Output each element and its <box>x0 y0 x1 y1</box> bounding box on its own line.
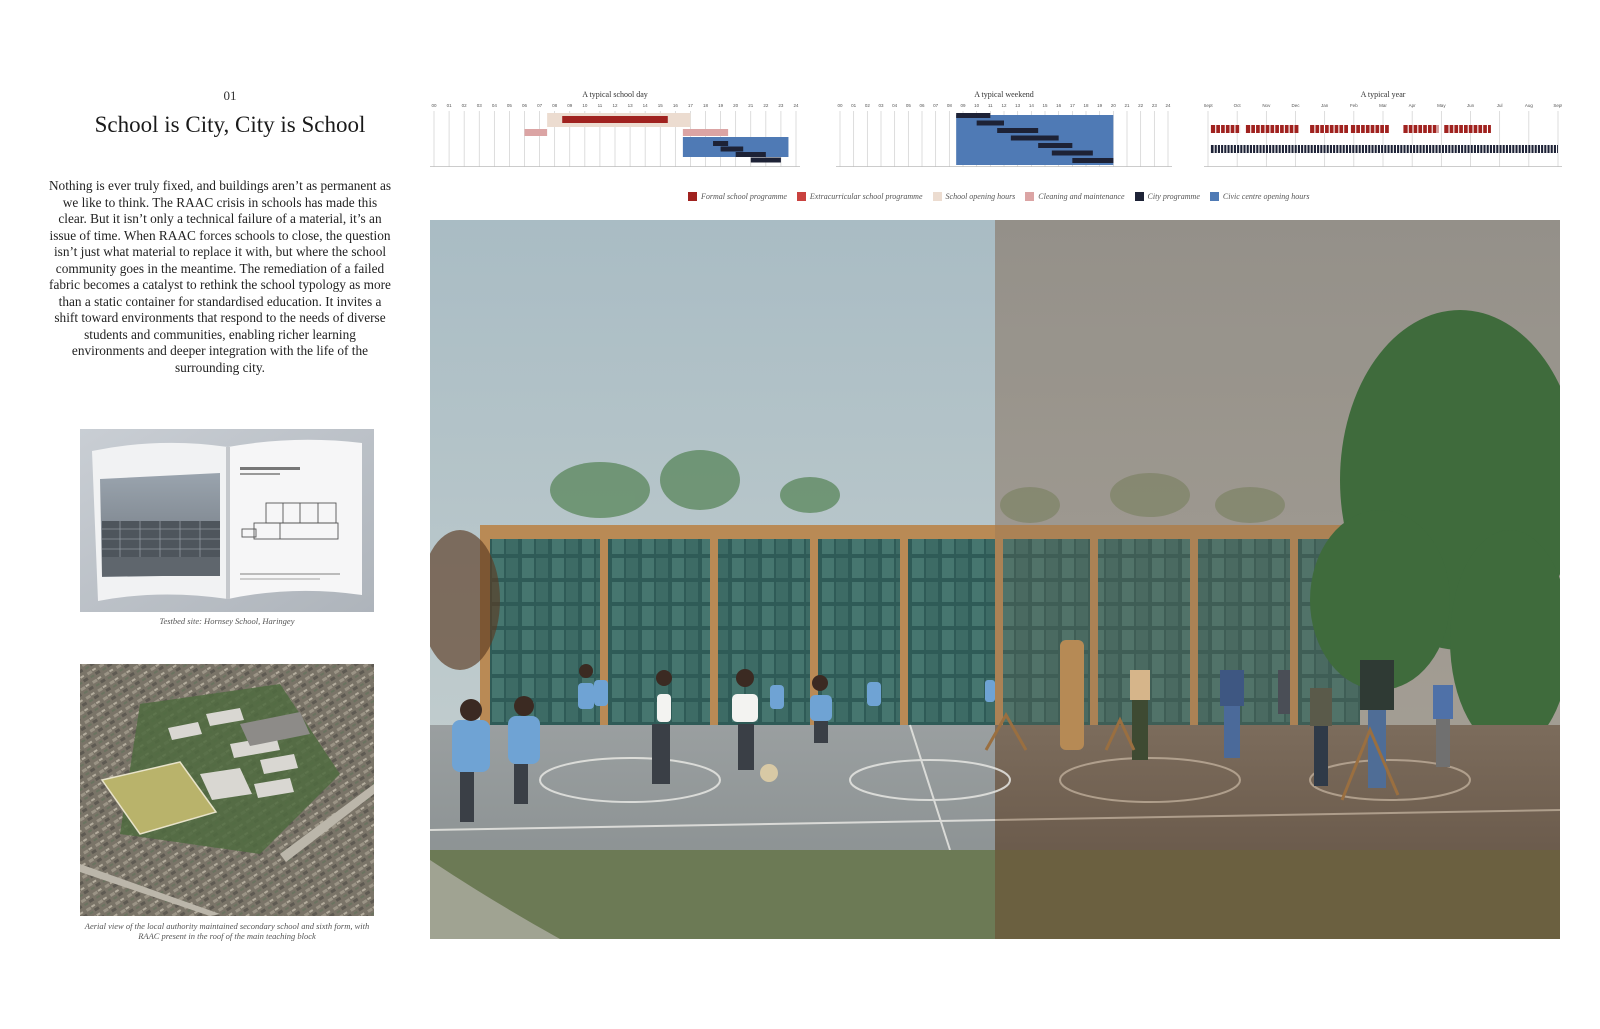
timeline-bar <box>525 129 548 136</box>
tick-label: 20 <box>733 103 739 108</box>
tick-label: 01 <box>446 103 452 108</box>
tick-label: 18 <box>702 103 709 108</box>
book-caption: Testbed site: Hornsey School, Haringey <box>159 616 295 626</box>
tick-label: 16 <box>1056 103 1062 108</box>
tick-label: 21 <box>748 103 754 108</box>
tick-label: 13 <box>1015 103 1021 108</box>
tick-label: 06 <box>521 103 528 108</box>
tick-label: Aug <box>1524 103 1533 108</box>
tick-label: 09 <box>567 103 573 108</box>
tick-label: 18 <box>1083 103 1089 108</box>
tick-label: Sept <box>1204 103 1213 108</box>
tick-label: 22 <box>1138 103 1144 108</box>
page-title: School is City, City is School <box>94 112 366 137</box>
tick-label: 05 <box>905 103 911 108</box>
legend-swatch <box>933 192 942 201</box>
timeline-chart <box>430 90 800 172</box>
tick-label: 15 <box>657 103 663 108</box>
chart-title: A typical school day <box>582 90 648 99</box>
timeline-bar <box>1052 151 1093 156</box>
legend-swatch <box>1025 192 1034 201</box>
tick-label: Jul <box>1496 103 1503 108</box>
tick-label: 03 <box>878 103 884 108</box>
tick-label: 14 <box>642 103 648 108</box>
tick-label: 24 <box>793 103 799 108</box>
tick-label: 11 <box>597 103 603 108</box>
aerial-caption: Aerial view of the local authority maintained secondary school and sixth form, with RAAC present in the roof of the main teaching block <box>84 921 370 941</box>
tick-label: May <box>1437 103 1446 108</box>
intro-paragraph: Nothing is ever truly fixed, and buildings aren’t as permanent as we like to think. The RAAC crisis in schools has made this clear. But it isn’t only a technical failure of a material, it’s an issue of time. When RAAC forces schools to close, the question isn’t just what material to replace it with, but where the school community goes in the meantime. The remediation of a failed fabric becomes a catalyst to rethink the school typology as more than a static container for standardised education. It invites a shift toward environments that respond to the needs of diverse students and communities, enabling richer learning environments and deeper integration with the life of the surrounding city. <box>48 178 392 375</box>
chart-title: A typical weekend <box>974 90 1034 99</box>
timeline-bar <box>721 147 744 152</box>
tick-label: 05 <box>506 103 512 108</box>
chart-plot <box>1204 99 1562 167</box>
timeline-bar <box>713 141 728 146</box>
legend-swatch <box>797 192 806 201</box>
tick-label: Feb <box>1349 103 1358 108</box>
tick-label: 12 <box>612 103 618 108</box>
legend-swatch <box>688 192 697 201</box>
chart-title: A typical year <box>1360 90 1406 99</box>
tick-label: 08 <box>552 103 558 108</box>
tick-label: 14 <box>1028 103 1034 108</box>
tick-label: 13 <box>627 103 633 108</box>
tick-label: 00 <box>837 103 843 108</box>
tick-label: 08 <box>946 103 952 108</box>
timeline-bar <box>1246 125 1299 133</box>
legend-item <box>688 192 787 201</box>
tick-label: 03 <box>476 103 482 108</box>
tick-label: 07 <box>537 103 543 108</box>
playground-render <box>430 220 1560 939</box>
tick-label: 15 <box>1042 103 1048 108</box>
timeline-bar <box>1038 143 1072 148</box>
timeline-bar <box>736 152 766 157</box>
tick-label: 17 <box>687 103 693 108</box>
tick-label: Jan <box>1321 103 1329 108</box>
tick-label: Oct <box>1233 103 1241 108</box>
tick-label: 23 <box>1151 103 1157 108</box>
tick-label: 22 <box>763 103 769 108</box>
legend-label: Formal school programme <box>701 192 787 201</box>
tick-label: 10 <box>974 103 980 108</box>
legend-swatch <box>1135 192 1144 201</box>
timeline-bar <box>1011 136 1059 141</box>
tick-label: 23 <box>778 103 784 108</box>
section-number: 01 <box>223 88 237 103</box>
timeline-bar <box>1211 145 1558 153</box>
tick-label: Sept <box>1553 103 1562 108</box>
tick-label: 09 <box>960 103 966 108</box>
legend-label: Civic centre opening hours <box>1222 192 1310 201</box>
legend-item <box>933 192 1016 201</box>
tick-label: 11 <box>987 103 993 108</box>
timeline-bar <box>562 116 668 123</box>
aerial-photo <box>80 664 374 916</box>
tick-label: Mar <box>1379 103 1387 108</box>
tick-label: 12 <box>1001 103 1007 108</box>
timeline-chart <box>836 90 1172 172</box>
tick-label: 04 <box>491 103 497 108</box>
tick-label: 00 <box>431 103 437 108</box>
tick-label: 19 <box>718 103 724 108</box>
tick-label: Jun <box>1466 103 1475 108</box>
tick-label: 19 <box>1097 103 1103 108</box>
timeline-bar <box>1444 125 1491 133</box>
legend-item <box>1025 192 1124 201</box>
tick-label: Apr <box>1408 103 1416 108</box>
tick-label: 07 <box>933 103 939 108</box>
legend-label: Cleaning and maintenance <box>1038 192 1125 201</box>
tick-label: 20 <box>1110 103 1116 108</box>
tick-label: 16 <box>672 103 678 108</box>
timeline-bar <box>956 113 990 118</box>
chart-plot <box>430 99 800 167</box>
tick-label: 04 <box>892 103 898 108</box>
tick-label: 01 <box>851 103 857 108</box>
tick-label: 06 <box>919 103 925 108</box>
tick-label: 24 <box>1165 103 1171 108</box>
timeline-bar <box>1072 158 1113 163</box>
tick-label: 02 <box>864 103 870 108</box>
legend-swatch <box>1210 192 1219 201</box>
tick-label: 10 <box>582 103 588 108</box>
tick-label: 21 <box>1124 103 1130 108</box>
legend-label: Extracurricular school programme <box>809 192 923 201</box>
timeline-chart <box>1204 90 1562 172</box>
legend-item <box>1210 192 1310 201</box>
legend-label: City programme <box>1147 192 1200 201</box>
book-photo <box>80 429 374 612</box>
timeline-bar <box>751 158 781 163</box>
tick-label: 17 <box>1069 103 1075 108</box>
timeline-bar <box>977 121 1004 126</box>
legend-item <box>797 192 923 201</box>
tick-label: 02 <box>461 103 467 108</box>
timeline-bar <box>997 128 1038 133</box>
legend-label: School opening hours <box>945 192 1016 201</box>
tick-label: Dec <box>1291 103 1300 108</box>
chart-plot <box>836 99 1172 167</box>
timeline-bar <box>683 129 728 136</box>
chart-legend <box>688 192 1309 201</box>
tick-label: Nov <box>1262 103 1271 108</box>
legend-item <box>1135 192 1200 201</box>
